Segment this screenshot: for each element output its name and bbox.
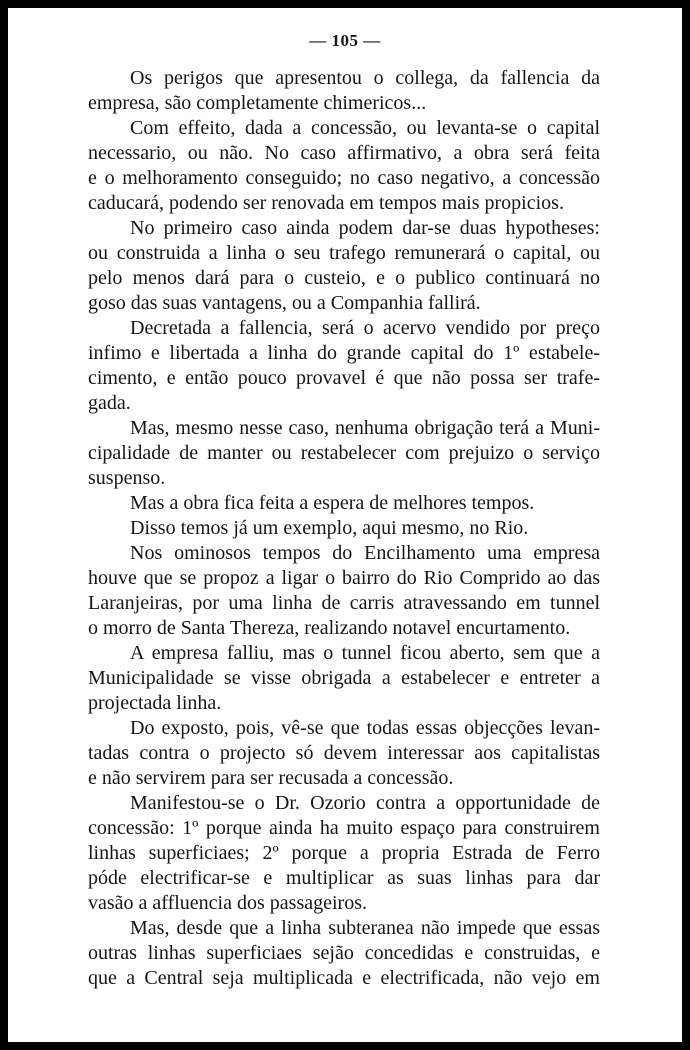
text-line: necessario, ou não. No caso affirmativo, a obra será feita — [88, 142, 600, 164]
text-line: Do exposto, pois, vê-se que todas essas objecções levan- — [130, 717, 600, 739]
paragraph — [88, 791, 600, 916]
text-line: Disso temos já um exemplo, aqui mesmo, no Rio. — [130, 517, 529, 539]
text-line: cipalidade de manter ou restabelecer com prejuizo o serviço — [88, 442, 600, 464]
paragraph — [88, 116, 600, 216]
text-line: infimo e libertada a linha do grande capital do 1º estabele- — [88, 342, 600, 364]
paragraph — [88, 66, 600, 116]
paragraph — [88, 491, 600, 516]
text-line: Manifestou-se o Dr. Ozorio contra a opportunidade de — [130, 792, 600, 814]
text-line: No primeiro caso ainda podem dar-se duas hypotheses: — [130, 217, 600, 239]
text-line: vasão a affluencia dos passageiros. — [88, 892, 367, 914]
text-line: Com effeito, dada a concessão, ou levanta-se o capital — [130, 117, 600, 139]
text-line: suspenso. — [88, 467, 166, 489]
page-number: — 105 — — [309, 31, 381, 50]
paragraph — [88, 641, 600, 716]
text-line: e o melhoramento conseguido; no caso negativo, a concessão — [88, 167, 600, 189]
text-line: projectada linha. — [88, 692, 222, 714]
text-line: goso das suas vantagens, ou a Companhia fallirá. — [88, 292, 481, 314]
text-line: Nos ominosos tempos do Encilhamento uma empresa — [130, 542, 600, 564]
text-line: pelo menos dará para o custeio, e o publico continuará no — [88, 267, 600, 289]
text-line: Laranjeiras, por uma linha de carris atravessando em tunnel — [88, 592, 600, 614]
text-line: e não servirem para ser recusada a concessão. — [88, 767, 454, 789]
book-page — [8, 8, 682, 1042]
text-line: cimento, e então pouco provavel é que não possa ser trafe- — [88, 367, 600, 389]
paragraph — [88, 516, 600, 541]
text-line: Os perigos que apresentou o collega, da fallencia da — [130, 67, 600, 89]
text-line: caducará, podendo ser renovada em tempos mais propicios. — [88, 192, 564, 214]
body-text — [88, 66, 600, 991]
text-line: A empresa falliu, mas o tunnel ficou aberto, sem que a — [130, 642, 600, 664]
text-line: empresa, são completamente chimericos... — [88, 92, 427, 114]
text-line: tadas contra o projecto só devem interessar aos capitalistas — [88, 742, 600, 764]
text-line: houve que se propoz a ligar o bairro do Rio Comprido ao das — [88, 567, 600, 589]
paragraph — [88, 916, 600, 991]
paragraph — [88, 716, 600, 791]
text-line: que a Central seja multiplicada e electrificada, não vejo em — [88, 967, 600, 989]
text-line: linhas superficiaes; 2º porque a propria Estrada de Ferro — [88, 842, 600, 864]
paragraph — [88, 541, 600, 641]
text-line: outras linhas superficiaes sejão concedidas e construidas, e — [88, 942, 600, 964]
text-line: o morro de Santa Thereza, realizando notavel encurtamento. — [88, 617, 571, 639]
text-line: Mas, mesmo nesse caso, nenhuma obrigação terá a Muni- — [130, 417, 600, 439]
paragraph — [88, 216, 600, 316]
paragraph — [88, 316, 600, 416]
paragraph — [88, 416, 600, 491]
text-line: póde electrificar-se e multiplicar as suas linhas para dar — [88, 867, 600, 889]
text-line: Decretada a fallencia, será o acervo vendido por preço — [130, 317, 600, 339]
text-line: gada. — [88, 392, 131, 414]
text-line: concessão: 1º porque ainda ha muito espaço para construirem — [88, 817, 600, 839]
text-line: Mas a obra fica feita a espera de melhores tempos. — [130, 492, 535, 514]
text-line: ou construida a linha o seu trafego remunerará o capital, ou — [88, 242, 600, 264]
text-line: Municipalidade se visse obrigada a estabelecer e entreter a — [88, 667, 600, 689]
text-line: Mas, desde que a linha subteranea não impede que essas — [130, 917, 600, 939]
